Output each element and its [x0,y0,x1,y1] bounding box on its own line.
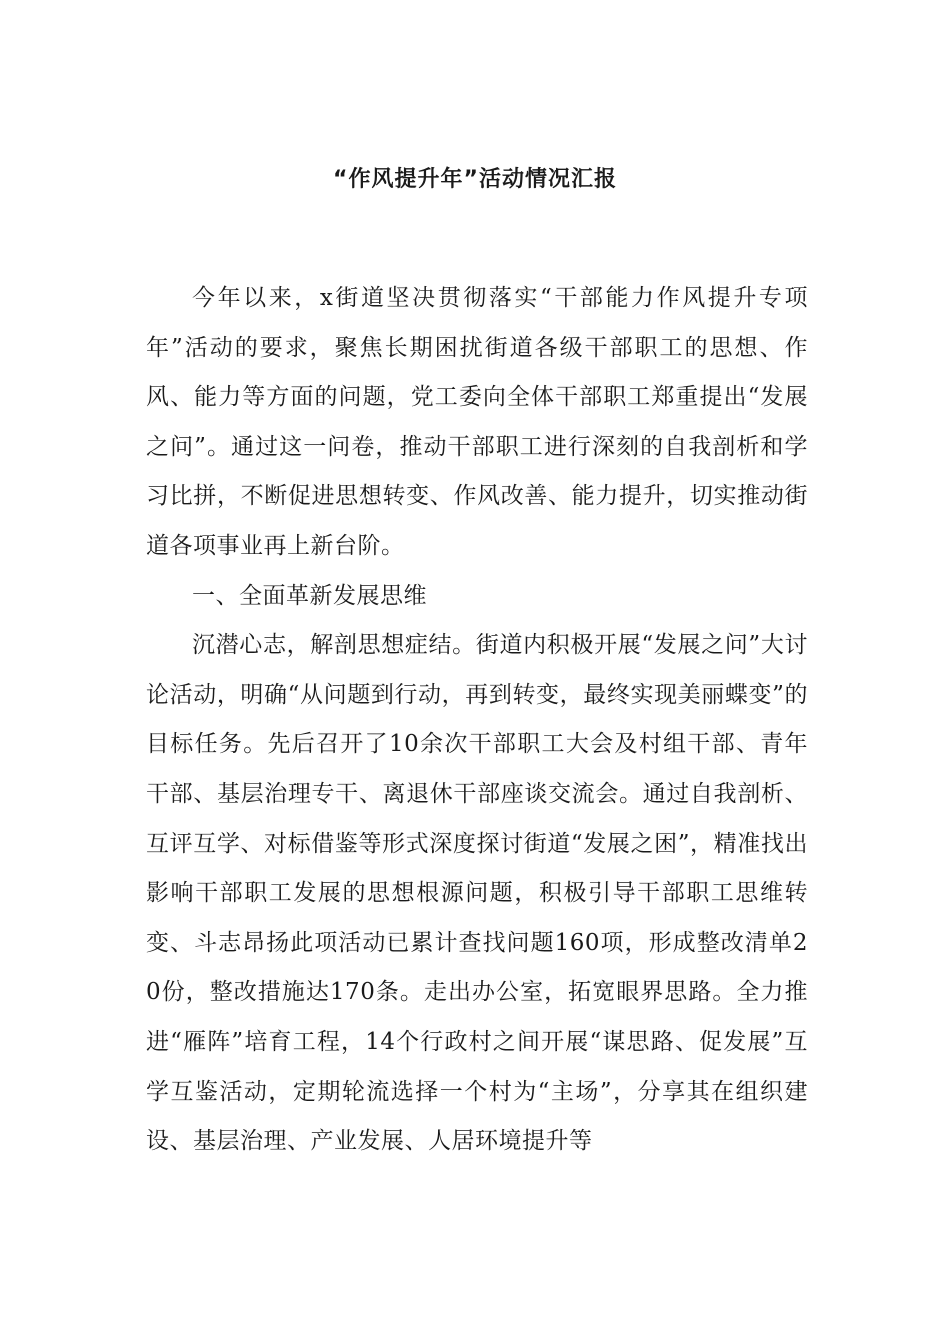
document-title: “作风提升年”活动情况汇报 [333,167,617,192]
section-paragraph: 沉潜心志，解剖思想症结。街道内积极开展“发展之问”大讨论活动，明确“从问题到行动，再到转变，最终实现美丽蝶变”的目标任务。先后召开了10余次干部职工大会及村组干部、青年干部、基层治理专干、离退休干部座谈交流会。通过自我剖析、互评互学、对标借鉴等形式深度探讨街道“发展之困”，精准找出影响干部职工发展的思想根源问题，积极引导干部职工思维转变、斗志昂扬此项活动已累计查找问题160项，形成整改清单20份，整改措施达170条。走出办公室，拓宽眼界思路。全力推进“雁阵”培育工程，14个行政村之间开展“谋思路、促发展”互学互鉴活动，定期轮流选择一个村为“主场”，分享其在组织建设、基层治理、产业发展、人居环境提升等 [146,632,808,1155]
intro-paragraph: 今年以来，x街道坚决贯彻落实“干部能力作风提升专项年”活动的要求，聚焦长期困扰街道各级干部职工的思想、作风、能力等方面的问题，党工委向全体干部职工郑重提出“发展之问”。通过这一问卷，推动干部职工进行深刻的自我剖析和学习比拼，不断促进思想转变、作风改善、能力提升，切实推动街道各项事业再上新台阶。 [146,285,808,559]
document-body [146,274,808,1167]
section-heading: 一、全面革新发展思维 [192,582,427,609]
